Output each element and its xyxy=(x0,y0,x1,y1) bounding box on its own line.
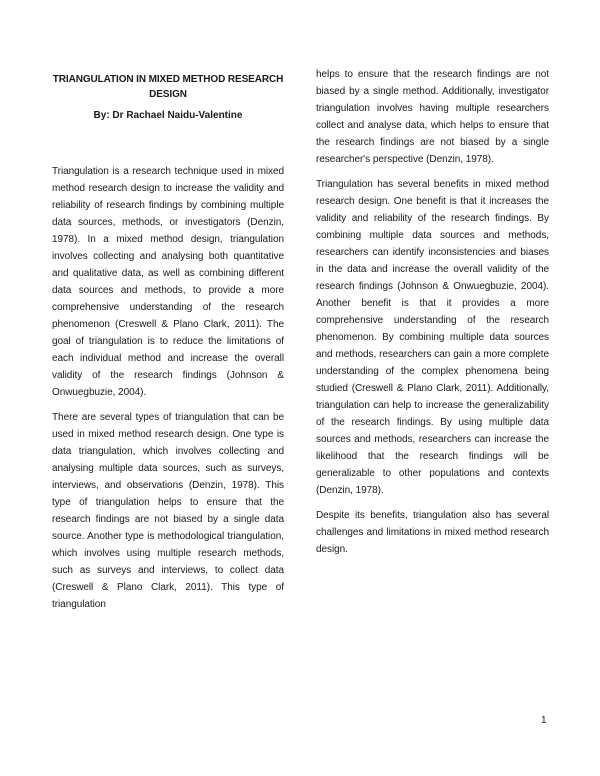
paragraph-types: There are several types of triangulation that can be used in mixed method research design. One type is data triangulation, which involves collecting and analysing multiple data sources, such as surveys, interviews, and observations (Denzin, 1978). This type of triangulation helps to ensure that the research findings are not biased by a single data source. Another type is methodological triangulation, which involves using multiple research methods, such as surveys and interviews, to collect data (Creswell & Plano Clark, 2011). This type of triangulation xyxy=(52,412,284,610)
left-column xyxy=(52,0,284,613)
paragraph-intro: Triangulation is a research technique used in mixed method research design to increase the validity and reliability of research findings by combining multiple data sources, methods, or investigators (Denzin, 1978). In a mixed method design, triangulation involves collecting and analysing both quantitative and qualitative data, as well as combining different data sources and methods, to provide a more comprehensive understanding of the research phenomenon (Creswell & Plano Clark, 2011). The goal of triangulation is to reduce the limitations of each individual method and increase the overall validity of the research findings (Johnson & Onwuegbuzie, 2004). xyxy=(52,166,284,398)
page-title: TRIANGULATION IN MIXED METHOD RESEARCH DESIGN xyxy=(52,74,284,100)
right-column xyxy=(316,0,549,558)
title-block xyxy=(52,72,284,123)
paragraph-challenges: Despite its benefits, triangulation also has several challenges and limitations in mixed method research design. xyxy=(316,510,549,555)
author-line: By: Dr Rachael Naidu-Valentine xyxy=(93,110,243,121)
page-number: 1 xyxy=(541,715,547,726)
paragraph-types-continued: helps to ensure that the research findings are not biased by a single method. Additionally, investigator triangulation involves having multiple researchers collect and analyse data, which helps to ensure that the research findings are not biased by a single researcher's perspective (Denzin, 1978). xyxy=(316,69,549,165)
paragraph-benefits: Triangulation has several benefits in mixed method research design. One benefit is that it increases the validity and reliability of the research findings. By combining multiple data sources and methods, researchers can identify inconsistencies and biases in the data and increase the overall validity of the research findings (Johnson & Onwuegbuzie, 2004). Another benefit is that it provides a more comprehensive understanding of the research phenomenon. By combining multiple data sources and methods, researchers can gain a more complete understanding of the complex phenomena being studied (Creswell & Plano Clark, 2011). Additionally, triangulation can help to increase the generalizability of the research findings. By using multiple data sources and methods, researchers can increase the likelihood that the research findings will be generalizable to other populations and contexts (Denzin, 1978). xyxy=(316,179,549,496)
